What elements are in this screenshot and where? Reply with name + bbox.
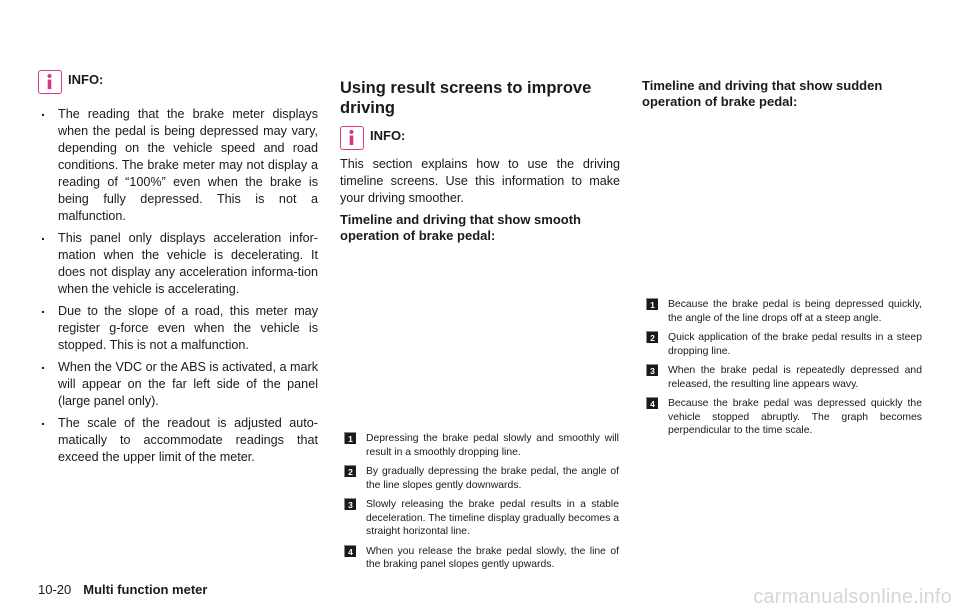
note-text: Slowly releasing the brake pedal results in a stable deceleration. The timeline display gradually becomes a straight horizontal line. xyxy=(366,499,619,537)
info-bullet-list xyxy=(38,106,318,471)
list-item: . The scale of the readout is adjusted auto-matically to accommodate readings that exceed the upper limit of the meter. xyxy=(38,415,318,466)
note-text: Because the brake pedal was depressed quickly the vehicle stopped abruptly. The graph becomes perpendicular to the time scale. xyxy=(668,398,922,436)
number-badge: 4 xyxy=(344,545,356,557)
note-text: By gradually depressing the brake pedal, the angle of the line slopes gently downwards. xyxy=(366,466,619,491)
number-badge: 2 xyxy=(646,331,658,343)
note-text: When the brake pedal is repeatedly depressed and released, the resulting line appears wavy. xyxy=(668,365,922,390)
section-heading: Using result screens to improve driving xyxy=(340,79,592,117)
list-item: . Due to the slope of a road, this meter may register g-force even when the vehicle is stopped. This is not a malfunction. xyxy=(38,303,318,354)
number-badge: 1 xyxy=(646,298,658,310)
list-item xyxy=(646,298,922,325)
note-text: Quick application of the brake pedal results in a steep dropping line. xyxy=(668,332,922,357)
info-header-col1 xyxy=(38,70,103,94)
smooth-notes-list xyxy=(344,432,619,578)
subheading-smooth: Timeline and driving that show smooth operation of brake pedal: xyxy=(340,212,582,243)
list-item: . When the VDC or the ABS is activated, a mark will appear on the far left side of the panel (large panel only). xyxy=(38,359,318,410)
info-icon xyxy=(38,70,62,94)
note-text: Because the brake pedal is being depressed quickly, the angle of the line drops off at a steep angle. xyxy=(668,299,922,324)
info-header-col2 xyxy=(340,126,405,150)
note-text: When you release the brake pedal slowly, the line of the braking panel slopes gently upwards. xyxy=(366,545,619,570)
number-badge: 4 xyxy=(646,397,658,409)
number-badge: 2 xyxy=(344,465,356,477)
number-badge: 3 xyxy=(646,364,658,376)
note-text: Depressing the brake pedal slowly and smoothly will result in a smoothly dropping line. xyxy=(366,433,619,458)
list-item xyxy=(344,545,619,572)
list-item: . The reading that the brake meter displays when the pedal is being depressed may vary, depending on the vehicle speed and road conditions. The brake meter may not display a reading of “100%” even when the brake is being fully depressed. This is not a malfunction. xyxy=(38,106,318,225)
page-number: 10-20 xyxy=(38,582,72,597)
list-item xyxy=(646,331,922,358)
intro-paragraph: This section explains how to use the driving timeline screens. Use this information to make your driving smoother. xyxy=(340,157,620,205)
footer-section-title: Multi function meter xyxy=(83,582,208,597)
info-icon xyxy=(340,126,364,150)
list-item xyxy=(646,364,922,391)
list-item: . This panel only displays acceleration infor-mation when the vehicle is decelerating. It does not display any acceleration informa-tion when the vehicle is accelerating. xyxy=(38,230,318,298)
info-label: INFO: xyxy=(370,128,406,143)
list-item xyxy=(344,498,619,539)
subheading-sudden: Timeline and driving that show sudden operation of brake pedal: xyxy=(642,78,883,109)
list-item xyxy=(344,432,619,459)
number-badge: 1 xyxy=(344,432,356,444)
page-footer xyxy=(38,582,207,597)
watermark: carmanualsonline.info xyxy=(753,586,952,608)
list-item xyxy=(344,465,619,492)
sudden-notes-list xyxy=(646,298,922,444)
list-item xyxy=(646,397,922,438)
number-badge: 3 xyxy=(344,498,356,510)
info-label: INFO: xyxy=(68,72,104,87)
